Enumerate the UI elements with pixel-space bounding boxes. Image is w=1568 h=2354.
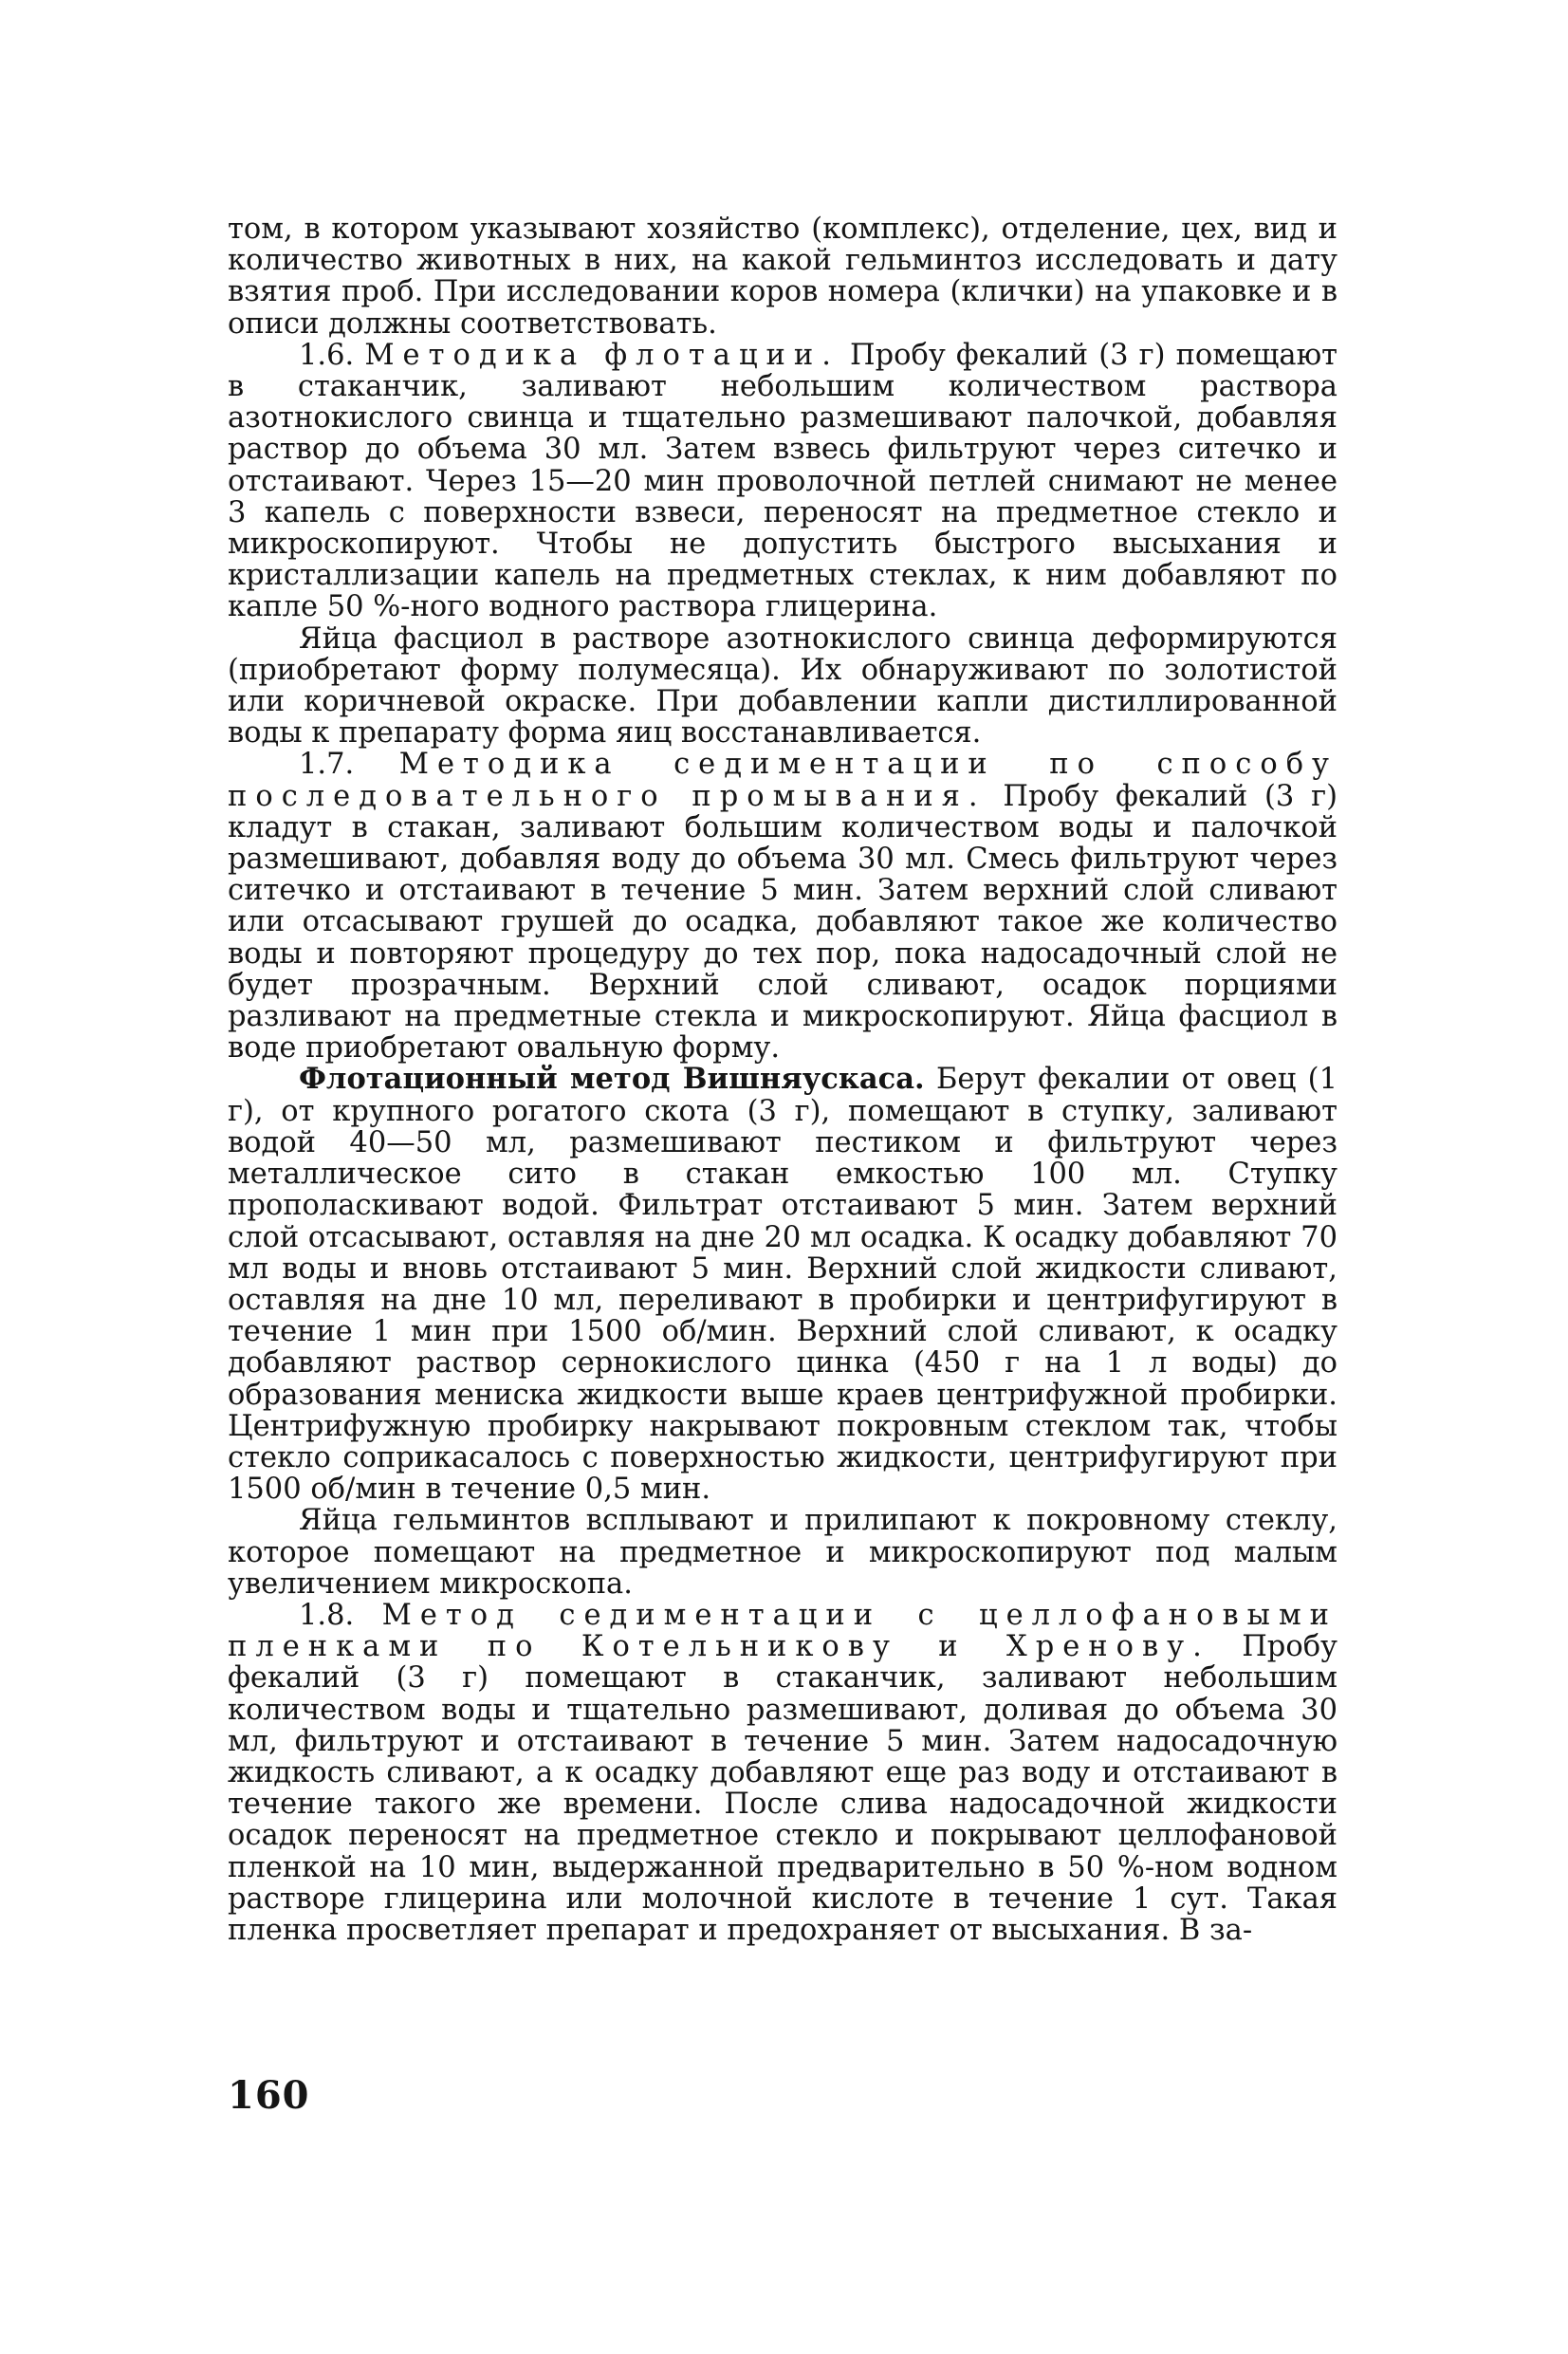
- section-text: Пробу фекалий (3 г) кладут в стакан, заливают большим количеством воды и палочкой размешивают, добавляя воду до объема 30 мл. Смесь фильтруют через ситечко и отстаивают в течение 5 мин. Затем верхний слой сливают или отсасывают грушей до осадка, добавляют такое же количество воды и повторяют процедуру до тех пор, пока надосадочный слой не будет прозрачным. Верхний слой сливают, осадок порциями разливают на предметные стекла и микроскопируют. Яйца фасциол в воде приобретают овальную форму.: [228, 779, 1338, 1066]
- document-page: [228, 213, 1337, 2329]
- section-text: Пробу фекалий (3 г) помещают в стаканчик, заливают небольшим количеством воды и тщательно размешивают, доливая до объема 30 мл, фильтруют и отстаивают в течение 5 мин. Затем надосадочную жидкость сливают, а к осадку добавляют еще раз воду и отстаивают в течение такого же времени. После слива надосадочной жидкости осадок переносят на предметное стекло и покрывают целлофановой пленкой на 10 мин, выдержанной предварительно в 50 %-ном водном растворе глицерина или молочной кислоте в течение 1 сут. Такая пленка просветляет препарат и предохраняет от высыхания. В за-: [228, 1630, 1337, 1947]
- section-heading: Методика флотации.: [364, 338, 839, 372]
- section-heading: Флотационный метод Вишняускаса.: [299, 1062, 925, 1097]
- section-heading: Методика седиментации по способу последовательного промывания.: [228, 748, 1337, 813]
- section-text: Пробу фекалий (3 г) помещают в стаканчик, заливают небольшим количеством раствора азотнокислого свинца и тщательно размешивают палочкой, добавляя раствор до объема 30 мл. Затем взвесь фильтруют через ситечко и отстаивают. Через 15—20 мин проволочной петлей снимают не менее 3 капель с поверхности взвеси, переносят на предметное стекло и микроскопируют. Чтобы не допустить быстрого высыхания и кристаллизации капель на предметных стеклах, к ним добавляют по капле 50 %-ного водного раствора глицерина.: [228, 338, 1338, 624]
- section-1-7: [228, 749, 1337, 1064]
- section-vishnyauskas: [228, 1064, 1337, 1505]
- paragraph-fasciola-eggs: [228, 623, 1337, 750]
- section-number: 1.8.: [299, 1598, 355, 1632]
- paragraph-text: Яйца гельминтов всплывают и прилипают к покровному стеклу, которое помещают на предметное и микроскопируют под малым увеличением микроскопа.: [228, 1504, 1337, 1601]
- paragraph-text: том, в котором указывают хозяйство (комплекс), отделение, цех, вид и количество животных в них, на какой гельминтоз исследовать и дату взятия проб. При исследовании коров номера (клички) на упаковке и в описи должны соответствовать.: [228, 213, 1337, 341]
- section-number: 1.7.: [299, 748, 355, 782]
- section-1-8: [228, 1600, 1337, 1946]
- section-1-6: [228, 340, 1337, 623]
- page-number: 160: [228, 2073, 310, 2118]
- section-text: Берут фекалии от овец (1 г), от крупного рогатого скота (3 г), помещают в ступку, заливают водой 40—50 мл, размешивают пестиком и фильтруют через металлическое сито в стакан емкостью 100 мл. Ступку прополаскивают водой. Фильтрат отстаивают 5 мин. Затем верхний слой отсасывают, оставляя на дне 20 мл осадка. К осадку добавляют 70 мл воды и вновь отстаивают 5 мин. Верхний слой жидкости сливают, оставляя на дне 10 мл, переливают в пробирки и центрифугируют в течение 1 мин при 1500 об/мин. Верхний слой сливают, к осадку добавляют раствор сернокислого цинка (450 г на 1 л воды) до образования мениска жидкости выше краев центрифужной пробирки. Центрифужную пробирку накрывают покровным стеклом так, чтобы стекло соприкасалось с поверхностью жидкости, центрифугируют при 1500 об/мин в течение 0,5 мин.: [228, 1063, 1337, 1507]
- section-number: 1.6.: [299, 338, 355, 372]
- paragraph-helminth-eggs: [228, 1505, 1337, 1600]
- paragraph-intro: [228, 213, 1337, 340]
- section-heading: Метод седиментации с целлофановыми пленками по Котельникову и Хренову.: [228, 1598, 1337, 1664]
- paragraph-text: Яйца фасциол в растворе азотнокислого свинца деформируются (приобретают форму полумесяца). Их обнаруживают по золотистой или коричневой окраске. При добавлении капли дистиллированной воды к препарату форма яиц восстанавливается.: [228, 621, 1337, 751]
